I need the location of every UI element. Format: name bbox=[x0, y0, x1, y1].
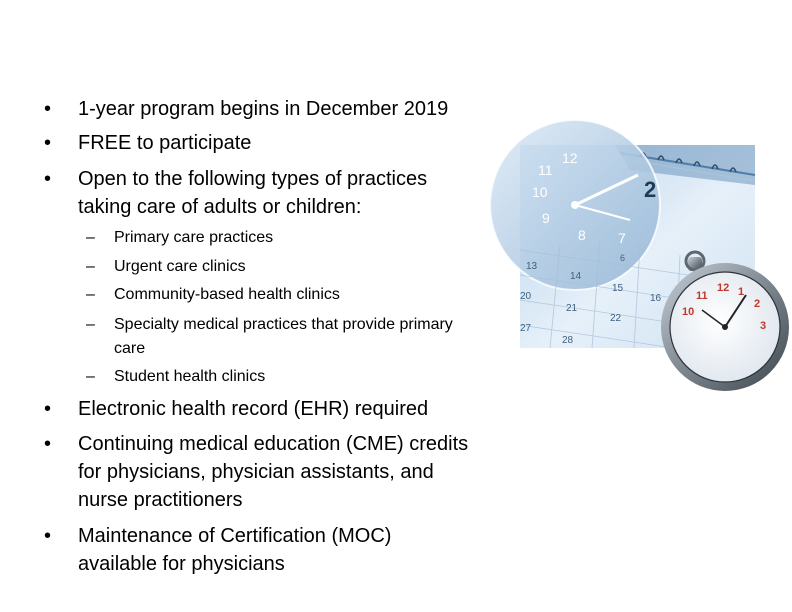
calendar-number: 20 bbox=[520, 291, 532, 302]
bullet-practice-types bbox=[78, 165, 518, 221]
stopwatch-number: 3 bbox=[760, 320, 767, 332]
bullet-free: FREE to participate bbox=[78, 132, 252, 154]
calendar-number: 13 bbox=[526, 261, 538, 272]
bullet-line: Maintenance of Certification (MOC) bbox=[78, 525, 392, 547]
bullet-marker: • bbox=[44, 132, 52, 154]
bullet-line: Open to the following types of practices bbox=[78, 168, 428, 190]
dash-marker: – bbox=[86, 229, 95, 246]
calendar-number: 10 bbox=[532, 184, 548, 200]
sub-item-line: care bbox=[114, 340, 146, 357]
sub-item-urgent-care: Urgent care clinics bbox=[114, 258, 246, 275]
calendar-stopwatch-image bbox=[520, 145, 767, 348]
bullet-marker: • bbox=[44, 525, 52, 547]
calendar-number: 16 bbox=[650, 293, 662, 304]
dash-marker: – bbox=[86, 316, 95, 333]
clock-face bbox=[490, 120, 660, 290]
calendar-number: 22 bbox=[610, 313, 622, 324]
calendar-number: 2 bbox=[644, 177, 657, 202]
sub-item-specialty-practices bbox=[114, 313, 514, 361]
bullet-marker: • bbox=[44, 398, 52, 420]
bullet-moc bbox=[78, 522, 518, 578]
calendar-number: 28 bbox=[562, 335, 574, 346]
bullet-marker: • bbox=[44, 98, 52, 120]
calendar-number: 15 bbox=[612, 283, 624, 294]
bullet-ehr: Electronic health record (EHR) required bbox=[78, 398, 429, 420]
calendar-number: 9 bbox=[542, 210, 550, 226]
bullet-marker: • bbox=[44, 433, 52, 455]
stopwatch-number: 1 bbox=[738, 286, 745, 298]
calendar-number: 8 bbox=[578, 227, 586, 243]
calendar-number: 6 bbox=[620, 253, 626, 263]
bullet-marker: • bbox=[44, 168, 52, 190]
sub-item-community-clinics: Community-based health clinics bbox=[114, 286, 340, 303]
calendar-number: 21 bbox=[566, 303, 578, 314]
bullet-line: taking care of adults or children: bbox=[78, 196, 362, 218]
sub-item-line: Specialty medical practices that provide primary bbox=[114, 316, 453, 333]
calendar-number: 11 bbox=[538, 162, 553, 178]
dash-marker: – bbox=[86, 258, 95, 275]
dash-marker: – bbox=[86, 286, 95, 303]
sub-item-student-health: Student health clinics bbox=[114, 368, 266, 385]
calendar-stopwatch-illustration bbox=[520, 145, 767, 348]
sub-item-primary-care: Primary care practices bbox=[114, 229, 274, 246]
bullet-program-start: 1-year program begins in December 2019 bbox=[78, 98, 449, 120]
stopwatch-number: 2 bbox=[754, 298, 761, 310]
calendar-number: 14 bbox=[570, 271, 582, 282]
calendar-number: 7 bbox=[618, 230, 626, 246]
bullet-line: nurse practitioners bbox=[78, 489, 243, 511]
calendar-number: 27 bbox=[520, 323, 532, 334]
stopwatch-number: 12 bbox=[717, 282, 730, 294]
stopwatch-number: 11 bbox=[696, 290, 708, 302]
bullet-line: available for physicians bbox=[78, 553, 285, 575]
dash-marker: – bbox=[86, 368, 95, 385]
calendar-number: 12 bbox=[562, 150, 578, 166]
bullet-line: for physicians, physician assistants, and bbox=[78, 461, 434, 483]
stopwatch-number: 10 bbox=[682, 306, 695, 318]
bullet-line: Continuing medical education (CME) credits bbox=[78, 433, 469, 455]
bullet-cme bbox=[78, 430, 518, 514]
